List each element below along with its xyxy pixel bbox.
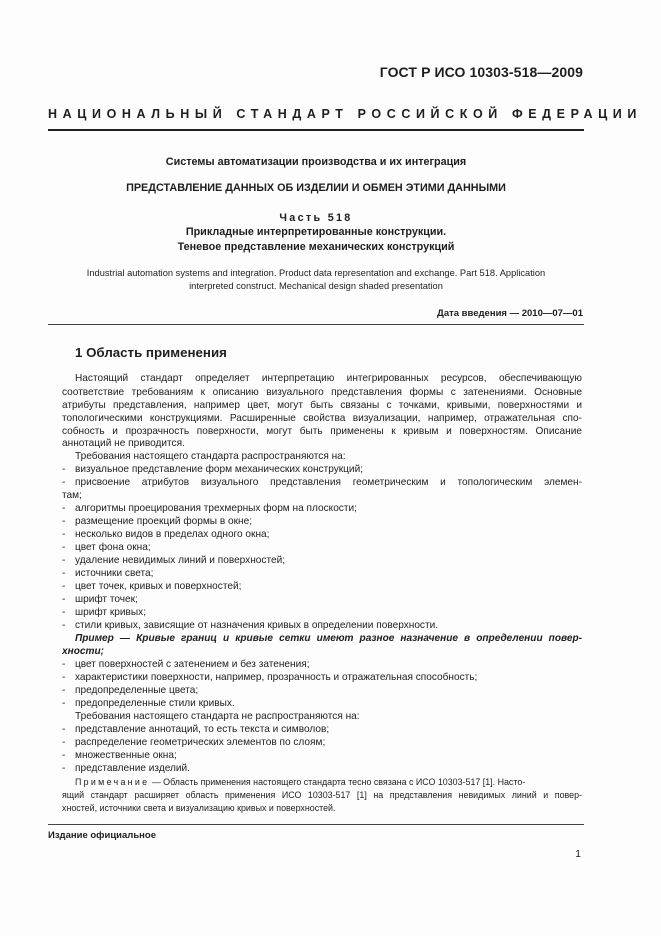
- list-dash: -: [62, 464, 66, 475]
- list-dash: -: [62, 581, 66, 592]
- footer-rule: [48, 824, 584, 825]
- list-dash: -: [62, 620, 66, 631]
- list-item: удаление невидимых линий и поверхностей;: [75, 555, 286, 566]
- header-rule: [48, 129, 584, 131]
- list-dash: -: [62, 724, 66, 735]
- note-line-3: хностей, источники света и визуализацию кривых и поверхностей.: [62, 803, 336, 813]
- subtitle-line-1: Прикладные интерпретированные конструкции.: [185, 226, 447, 238]
- note-line-2: ящий стандарт расширяет область применения ИСО 10303-517 [1] на представления невидимых линий и повер-: [62, 790, 582, 800]
- standard-id: ГОСТ Р ИСО 10303-518—2009: [379, 64, 583, 80]
- list-item: шрифт точек;: [75, 594, 138, 605]
- page-number: 1: [575, 849, 581, 860]
- list-item: предопределенные стили кривых.: [75, 698, 235, 709]
- list-item: стили кривых, зависящие от назначения кривых в определении поверхности.: [75, 620, 439, 631]
- list-item: визуальное представление форм механических конструкций;: [75, 464, 364, 475]
- english-title-line-1: Industrial automation systems and integration. Product data representation and exchange. Part 518. Application: [86, 268, 546, 278]
- paragraph-line: атрибуты представления, например цвет, могут быть связаны с точками, кривыми, поверхностями и: [62, 400, 582, 411]
- list-dash: -: [62, 477, 66, 488]
- edition-label: Издание официальное: [48, 830, 156, 841]
- list-dash: -: [62, 503, 66, 514]
- list-dash: -: [62, 672, 66, 683]
- series-title: Системы автоматизации производства и их интеграция: [165, 156, 467, 168]
- list-item: присвоение атрибутов визуального представления геометрическим и топологическим элемен-: [75, 477, 582, 488]
- applies-intro: Требования настоящего стандарта распространяются на:: [75, 451, 346, 462]
- not-applies-intro: Требования настоящего стандарта не распространяются на:: [75, 711, 360, 722]
- note-label: Примечание: [75, 777, 150, 787]
- note-text: — Область применения настоящего стандарта тесно связана с ИСО 10303-517 [1]. Насто-: [149, 777, 526, 787]
- example-line-2: хности;: [62, 646, 104, 657]
- date-rule: [48, 324, 584, 325]
- list-dash: -: [62, 529, 66, 540]
- paragraph-line: аннотаций не приводится.: [62, 438, 185, 449]
- list-dash: -: [62, 698, 66, 709]
- english-title-line-2: interpreted construct. Mechanical design shaded presentation: [189, 281, 443, 291]
- list-dash: -: [62, 516, 66, 527]
- list-dash: -: [62, 685, 66, 696]
- main-title: ПРЕДСТАВЛЕНИЕ ДАННЫХ ОБ ИЗДЕЛИИ И ОБМЕН ЭТИМИ ДАННЫМИ: [126, 182, 506, 194]
- list-item: шрифт кривых;: [75, 607, 146, 618]
- list-item: распределение геометрических элементов по слоям;: [75, 737, 326, 748]
- note-line-1: [75, 776, 582, 789]
- list-dash: -: [62, 542, 66, 553]
- paragraph-line: Настоящий стандарт определяет интерпретацию интегрированных ресурсов, обеспечивающую: [75, 373, 582, 384]
- list-item: цвет поверхностей с затенением и без затенения;: [75, 659, 310, 670]
- part-title: Часть 518: [279, 212, 353, 224]
- list-dash: -: [62, 659, 66, 670]
- list-dash: -: [62, 594, 66, 605]
- list-item: множественные окна;: [75, 750, 177, 761]
- list-item: цвет фона окна;: [75, 542, 151, 553]
- list-dash: -: [62, 750, 66, 761]
- list-dash: -: [62, 763, 66, 774]
- list-item: представление аннотаций, то есть текста и символов;: [75, 724, 330, 735]
- list-item-continuation: там;: [62, 490, 82, 501]
- list-item: источники света;: [75, 568, 154, 579]
- list-dash: -: [62, 568, 66, 579]
- list-item: характеристики поверхности, например, прозрачность и отражательная способность;: [75, 672, 478, 683]
- example-line-1: Пример — Кривые границ и кривые сетки имеют разное назначение в определении повер-: [75, 633, 582, 644]
- paragraph-line: собность и прозрачность поверхности, могут быть применены к кривым и поверхностям. Описание: [62, 426, 582, 437]
- subtitle-line-2: Теневое представление механических конструкций: [177, 241, 455, 253]
- list-item: алгоритмы проецирования трехмерных форм на плоскости;: [75, 503, 357, 514]
- list-dash: -: [62, 555, 66, 566]
- list-dash: -: [62, 607, 66, 618]
- section-heading: 1 Область применения: [75, 345, 227, 360]
- list-dash: -: [62, 737, 66, 748]
- list-item: предопределенные цвета;: [75, 685, 199, 696]
- national-standard-banner: НАЦИОНАЛЬНЫЙ СТАНДАРТ РОССИЙСКОЙ ФЕДЕРАЦИИ: [48, 107, 642, 121]
- list-item: размещение проекций формы в окне;: [75, 516, 253, 527]
- paragraph-line: топологическими конструкциями. Расширенные свойства визуализации, например, отражательная спо-: [62, 413, 582, 424]
- list-item: цвет точек, кривых и поверхностей;: [75, 581, 242, 592]
- paragraph-line: соответствие требованиям к описанию визуального представления формы с затенениями. Основные: [62, 387, 582, 398]
- list-item: представление изделий.: [75, 763, 190, 774]
- effective-date: Дата введения — 2010—07—01: [437, 308, 583, 319]
- list-item: несколько видов в пределах одного окна;: [75, 529, 270, 540]
